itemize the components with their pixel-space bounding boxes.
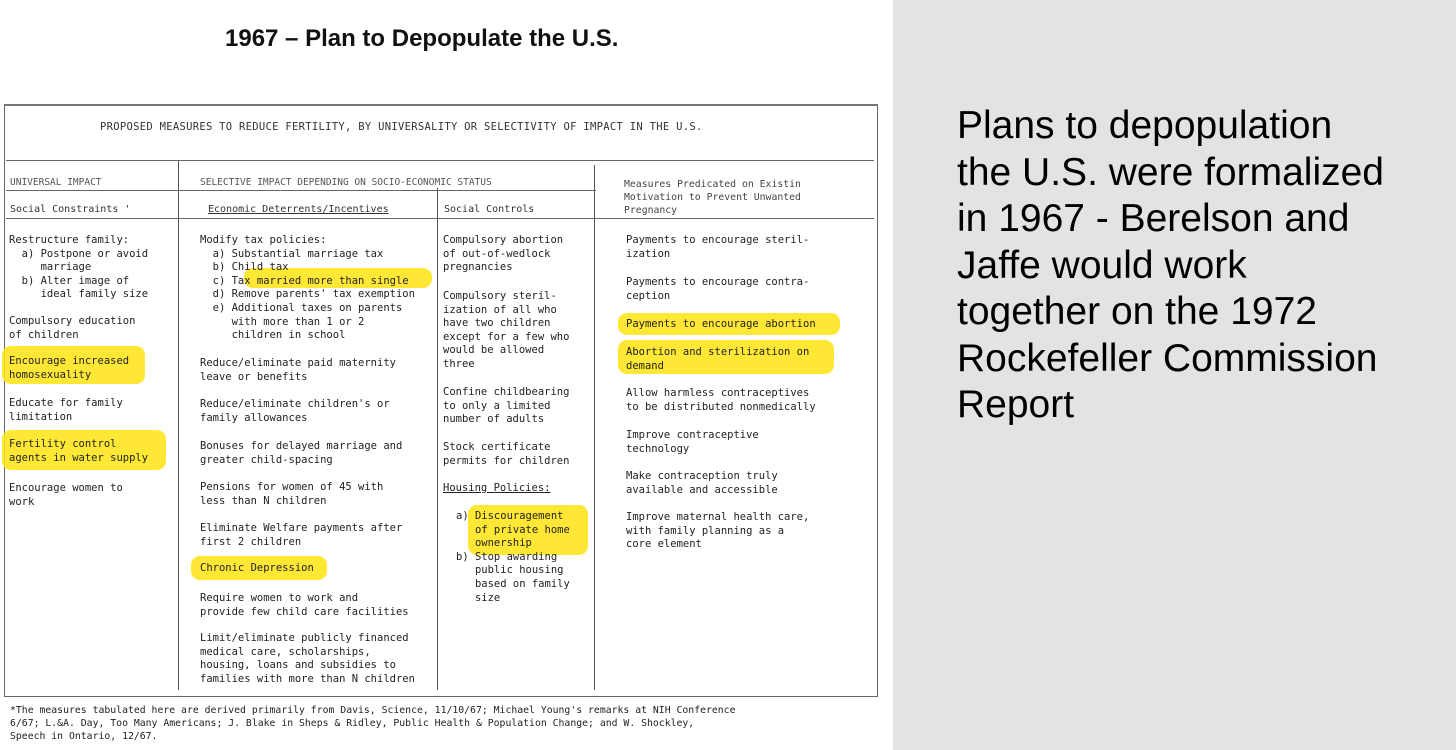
column-divider: [178, 160, 179, 690]
col3-item: Confine childbearing to only a limited number of adults: [443, 386, 570, 426]
col2-item: Modify tax policies: a) Substantial marriage tax b) Child tax c) Tax married more than single d) Remove parents' tax exemption e) Additional taxes on parents with more than 1 or 2 children in school: [200, 234, 415, 342]
sidebar-line: together on the 1972: [957, 290, 1317, 333]
col1-item: Encourage women to work: [9, 482, 123, 508]
header-rule: [6, 190, 596, 191]
col4-item: Improve contraceptive technology: [626, 429, 759, 455]
col4-item: Payments to encourage contra- ception: [626, 276, 810, 302]
sidebar-panel: [893, 0, 1456, 750]
table-title: PROPOSED MEASURES TO REDUCE FERTILITY, BY UNIVERSALITY OR SELECTIVITY OF IMPACT IN THE U.S.: [100, 121, 703, 133]
col2-item: Bonuses for delayed marriage and greater child-spacing: [200, 440, 403, 466]
col2-item: Pensions for women of 45 with less than N children: [200, 481, 384, 507]
col2-item: Require women to work and provide few child care facilities: [200, 592, 409, 618]
sidebar-line: Rockefeller Commission: [957, 336, 1378, 380]
sidebar-line: the U.S. were formalized: [957, 150, 1385, 194]
subheader-economic: Economic Deterrents/Incentives: [208, 204, 389, 215]
col4-item: Payments to encourage abortion: [626, 318, 816, 330]
sidebar-line: in 1967 - Berelson and: [957, 197, 1350, 240]
slide-title: 1967 – Plan to Depopulate the U.S.: [225, 25, 619, 52]
col1-item: Fertility control agents in water supply: [9, 438, 149, 464]
col2-item: Reduce/eliminate paid maternity leave or benefits: [200, 357, 396, 383]
col2-item: Chronic Depression: [200, 562, 314, 574]
sidebar-text: [957, 103, 1447, 429]
col1-item: Encourage increased homosexuality: [9, 355, 130, 381]
col1-item: Compulsory education of children: [9, 315, 136, 341]
col3-item: Compulsory steril- ization of all who have two children except for a few who would be allowed three: [443, 290, 570, 370]
col4-item: Abortion and sterilization on demand: [626, 346, 810, 372]
header-rule: [6, 218, 874, 219]
footnote: *The measures tabulated here are derived primarily from Davis, Science, 11/10/67; Michael Young's remarks at NIH Conference 6/67; L.&A. Day, Too Many Americans; J. Blake in Sheps & Ridley, Public Health & Population Change; and W. Shockley, Speech in Ontario, 12/67.: [10, 705, 736, 742]
col2-item: Limit/eliminate publicly financed medical care, scholarships, housing, loans and subsidies to families with more than N children: [200, 632, 415, 685]
col3-item: Housing Policies:: [443, 482, 551, 494]
column-divider: [437, 188, 438, 690]
col4-item: Improve maternal health care, with family planning as a core element: [626, 511, 810, 551]
col3-item: Stock certificate permits for children: [443, 441, 570, 467]
subheader-social-controls: Social Controls: [444, 204, 535, 215]
col4-item: Allow harmless contraceptives to be distributed nonmedically: [626, 387, 816, 413]
col1-item: Educate for family limitation: [9, 397, 123, 423]
col1-item: Restructure family: a) Postpone or avoid marriage b) Alter image of ideal family size: [9, 234, 149, 301]
col2-item: Eliminate Welfare payments after first 2 children: [200, 522, 403, 548]
col4-item: Make contraception truly available and accessible: [626, 470, 778, 496]
header-rule: [6, 160, 874, 161]
header-universal: UNIVERSAL IMPACT: [10, 177, 102, 188]
col2-item: Reduce/eliminate children's or family allowances: [200, 398, 390, 424]
subheader-social-constraints: Social Constraints ': [10, 204, 131, 215]
sidebar-line: Report: [957, 383, 1075, 426]
header-measures: Measures Predicated on Existin Motivation to Prevent Unwanted Pregnancy: [624, 179, 801, 216]
header-selective: SELECTIVE IMPACT DEPENDING ON SOCIO-ECONOMIC STATUS: [200, 177, 492, 188]
col3-item: a) Discouragement of private home ownership b) Stop awarding public housing based on family size: [456, 510, 570, 604]
sidebar-line: Plans to depopulation: [957, 104, 1333, 147]
col4-item: Payments to encourage steril- ization: [626, 234, 810, 260]
sidebar-line: Jaffe would work: [957, 243, 1247, 287]
column-divider: [594, 165, 595, 690]
col3-item: Compulsory abortion of out-of-wedlock pregnancies: [443, 234, 564, 274]
